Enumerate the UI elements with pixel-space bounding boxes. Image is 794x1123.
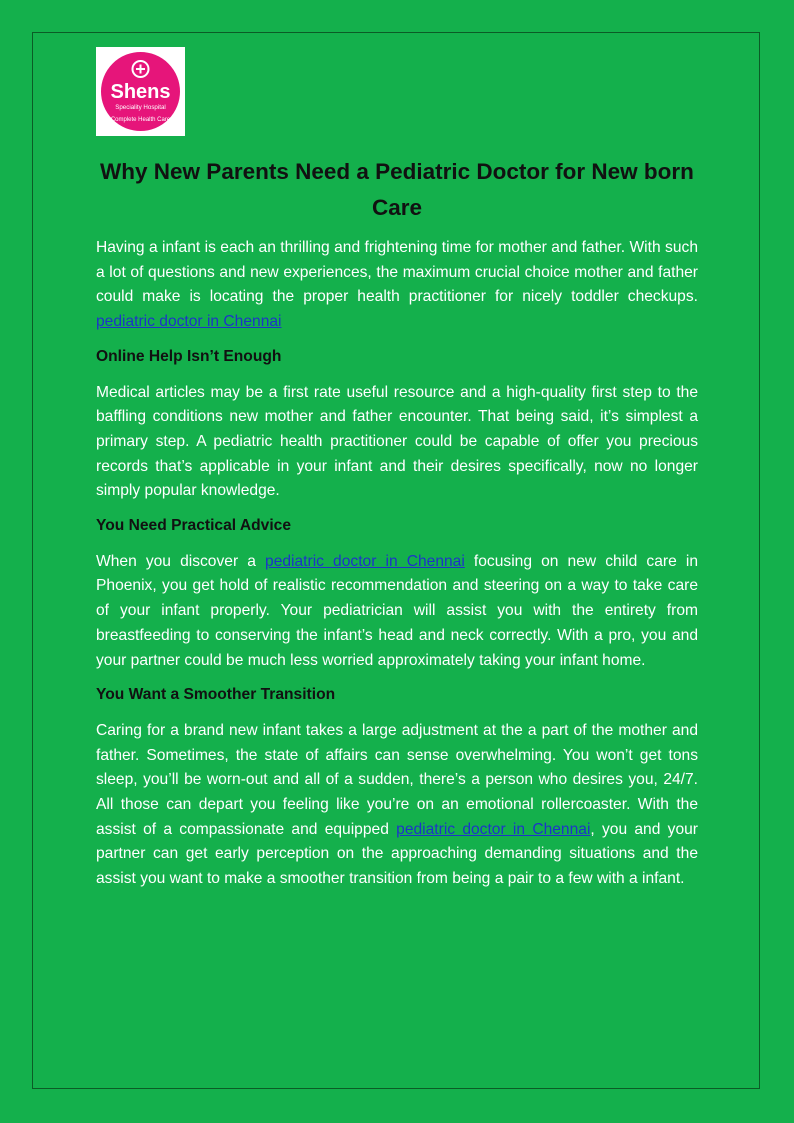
transition-paragraph: [96, 719, 698, 892]
pediatric-doctor-link-2[interactable]: pediatric doctor in Chennai: [265, 552, 465, 570]
shens-logo-icon: [96, 47, 185, 136]
transition-text-after: , you and your partner can get early perception on the approaching demanding situations and the assist you want to make a smoother transition from being a pair to a few with a infant.: [96, 820, 698, 888]
practical-advice-paragraph: [96, 550, 698, 674]
heading-practical-advice: You Need Practical Advice: [96, 517, 291, 535]
page-title: Why New Parents Need a Pediatric Doctor for New born Care: [100, 159, 694, 220]
svg-text:Speciality Hospital: Speciality Hospital: [115, 104, 166, 111]
svg-text:Shens: Shens: [110, 81, 171, 103]
hospital-logo: [96, 47, 185, 136]
online-help-paragraph: Medical articles may be a first rate useful resource and a high-quality first step to the baffling conditions new mother and father encounter. That being said, it’s simplest a primary step. A pediatric health practitioner could be capable of offer you precious records that’s applicable in your infant and their desires specifically, now no longer simply popular knowledge.: [96, 383, 698, 500]
intro-paragraph: [96, 236, 698, 335]
practical-advice-text-before: When you discover a: [96, 552, 266, 570]
svg-text:Complete Health Care: Complete Health Care: [110, 117, 171, 123]
pediatric-doctor-link-3[interactable]: pediatric doctor in Chennai: [396, 820, 591, 838]
intro-text: Having a infant is each an thrilling and frightening time for mother and father. With such a lot of questions and new experiences, the maximum crucial choice mother and father could make is locating the proper health practitioner for nicely toddler checkups.: [96, 239, 698, 306]
pediatric-doctor-link-1[interactable]: pediatric doctor in Chennai: [96, 313, 282, 331]
practical-advice-text-after: focusing on new child care in Phoenix, you get hold of realistic recommendation and steering on a way to take care of your infant properly. Your pediatrician will assist you with the entirety from breastfeeding to conserving the infant’s head and neck correctly. With a pro, you and your partner could be much less worried approximately taking your infant home.: [96, 552, 698, 669]
article-body: [96, 236, 698, 902]
heading-transition: You Want a Smoother Transition: [96, 686, 336, 704]
heading-online-help: Online Help Isn’t Enough: [96, 347, 282, 365]
transition-text-before: Caring for a brand new infant takes a large adjustment at the a part of the mother and father. Sometimes, the state of affairs can sense overwhelming. You won’t get tons sleep, you’ll be worn-out and all of a sudden, there’s a person who desires you, 24/7. All those can depart you feeling like you’re on an emotional rollercoaster. With the assist of a compassionate and equipped: [96, 721, 698, 838]
